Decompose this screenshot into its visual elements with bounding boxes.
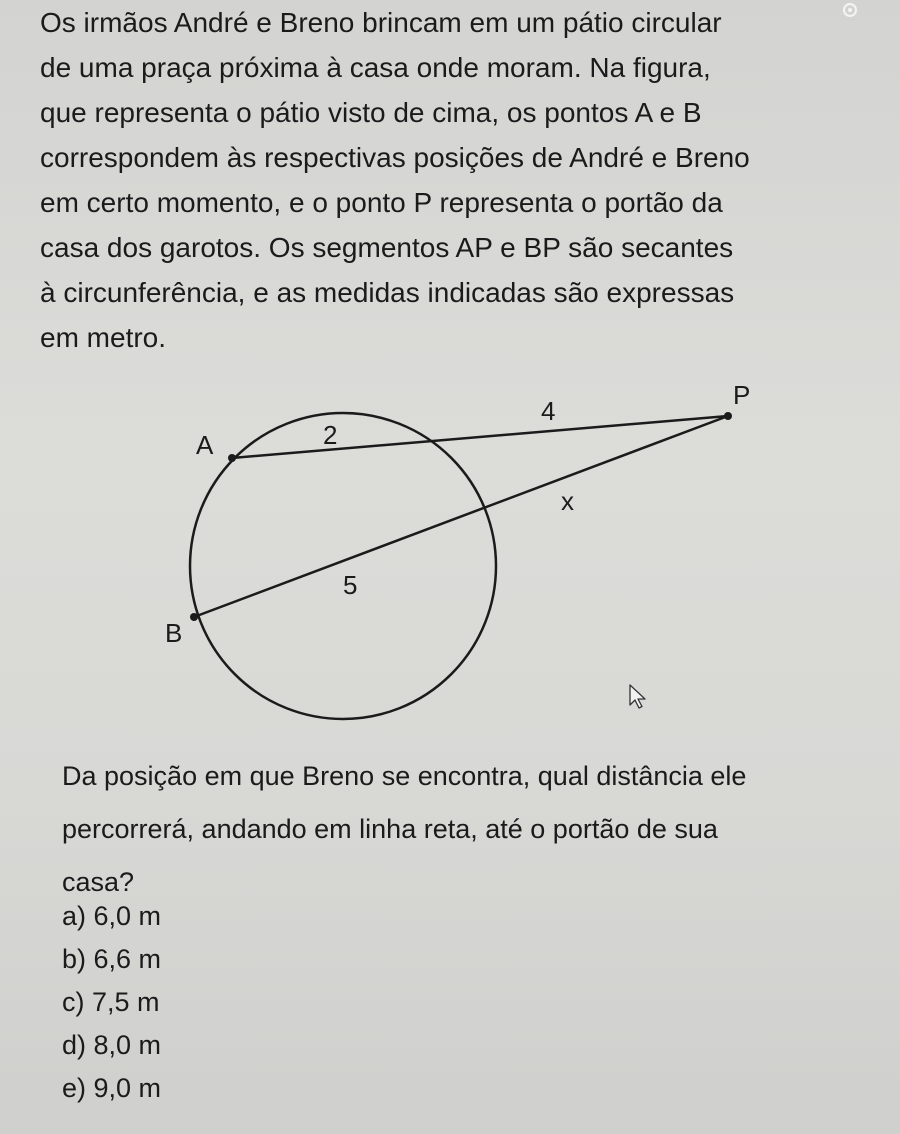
answer-option-c[interactable]: c) 7,5 m [62,987,160,1017]
answer-option-e[interactable]: e) 9,0 m [62,1073,162,1103]
label-point-B: B [165,618,183,648]
question-line: Da posição em que Breno se encontra, qual distância ele [62,761,747,791]
point-P-dot [724,412,732,420]
intro-line: à circunferência, e as medidas indicadas são expressas [40,277,735,308]
intro-line: de uma praça próxima à casa onde moram. Na figura, [40,52,711,83]
secant-AP [232,416,728,458]
label-segment-5: 5 [343,570,358,600]
settings-icon [838,0,862,22]
answer-option-b[interactable]: b) 6,6 m [62,944,162,974]
question-line: percorrerá, andando em linha reta, até o portão de sua [62,814,718,844]
intro-line: em certo momento, e o ponto P representa o portão da [40,187,723,218]
answer-options [62,895,161,1110]
pointer-cursor-icon [628,683,650,711]
problem-statement [40,0,858,360]
point-A-dot [228,454,236,462]
question-line: casa? [62,867,135,897]
intro-line: Os irmãos André e Breno brincam em um pátio circular [40,7,722,38]
circle-secant-figure [0,360,900,740]
answer-option-a[interactable]: a) 6,0 m [62,901,162,931]
point-B-dot [190,613,198,621]
secant-BP [194,416,728,617]
label-segment-2: 2 [323,420,338,450]
intro-line: em metro. [40,322,167,353]
label-segment-x: x [561,486,574,516]
label-segment-4: 4 [541,396,556,426]
intro-line: que representa o pátio visto de cima, os pontos A e B [40,97,702,128]
label-point-A: A [196,430,214,460]
question-text [62,750,858,909]
answer-option-d[interactable]: d) 8,0 m [62,1030,162,1060]
label-point-P: P [733,380,751,410]
intro-line: correspondem às respectivas posições de André e Breno [40,142,750,173]
intro-line: casa dos garotos. Os segmentos AP e BP são secantes [40,232,734,263]
